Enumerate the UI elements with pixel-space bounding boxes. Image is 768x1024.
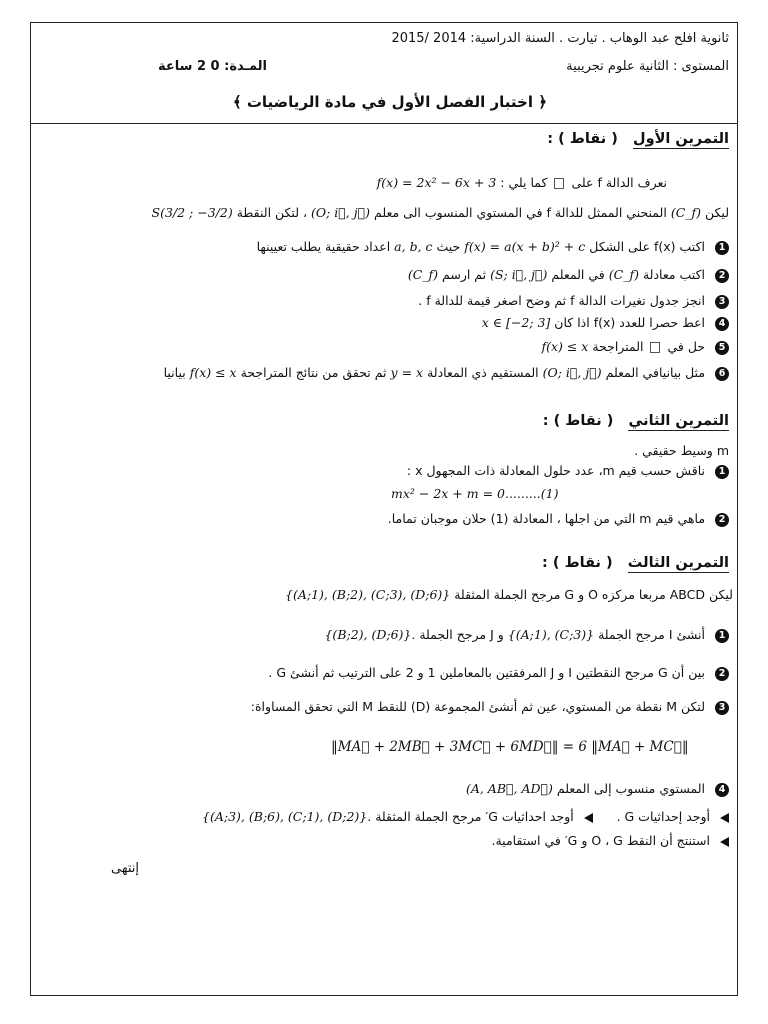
ex3-sub-item-2-text: استنتج أن النقط O ، G و G′ في استقامية. bbox=[491, 833, 711, 848]
exam-page bbox=[30, 22, 738, 996]
ex1-item-1-math: f(x) = a(x + b)² + c bbox=[464, 239, 586, 254]
exercise-3-points: ( نقاط ) : bbox=[542, 555, 613, 571]
ex1-item-5-math: f(x) ≤ x bbox=[541, 339, 589, 354]
arrow-bullet-icon bbox=[720, 837, 729, 847]
ex1-item-2-text: اكتب معادلة bbox=[642, 267, 706, 282]
exercise-2-title: التمرين الثاني bbox=[628, 413, 729, 429]
ex1-line2-text2: المنحني الممثل للدالة f في المستوي المنسوب الى معلم bbox=[374, 205, 667, 220]
ex1-item-1-text: اكتب f(x) على الشكل bbox=[589, 239, 706, 254]
ex3-item-1-math2: {(B;2), (D;6)}. bbox=[324, 627, 416, 642]
item-number-badge: 4 bbox=[715, 783, 729, 797]
ex1-item-2-math: (C_f) bbox=[608, 267, 639, 282]
level-label: المستوى : الثانية علوم تجريبية bbox=[566, 59, 729, 74]
item-number-badge: 1 bbox=[715, 629, 729, 643]
ex1-item-5-text2: المتراجحة bbox=[592, 339, 644, 354]
ex3-intro-text: ليكن ABCD مربعا مركزه O و G مرجح الجملة المثقلة bbox=[454, 587, 733, 602]
ex1-item-6 bbox=[164, 365, 729, 381]
ex3-item-2-text: بين أن G مرجح النقطتين I و J المرفقتين بالمعاملين 1 و 2 على الترتيب ثم أنشئ G . bbox=[268, 665, 706, 680]
ex1-item-3 bbox=[418, 293, 729, 309]
ex3-intro bbox=[285, 587, 733, 602]
item-number-badge: 1 bbox=[715, 241, 729, 255]
real-numbers-symbol bbox=[554, 178, 564, 189]
ex1-line2 bbox=[152, 205, 729, 220]
item-number-badge: 3 bbox=[715, 701, 729, 715]
item-number-badge: 2 bbox=[715, 513, 729, 527]
ex1-item-1 bbox=[257, 239, 729, 255]
ex1-item-5-text: حل في bbox=[667, 339, 706, 354]
end-label: إنتهى bbox=[111, 861, 139, 876]
ex3-item-1-math: {(A;1), (C;3)} bbox=[507, 627, 595, 642]
ex2-item-2 bbox=[388, 511, 729, 527]
exercise-1-heading bbox=[547, 131, 729, 147]
ex1-item-6-text2: المستقيم ذي المعادلة bbox=[427, 365, 539, 380]
ex3-sub-item-1-text2: أوجد احداثيات G′ مرجح الجملة المثقلة bbox=[375, 809, 574, 824]
item-number-badge: 3 bbox=[715, 295, 729, 309]
arrow-bullet-icon bbox=[720, 813, 729, 823]
exercise-3-title: التمرين الثالث bbox=[627, 555, 729, 571]
ex3-item-2 bbox=[268, 665, 729, 681]
ex1-item-2-math3: (C_f) bbox=[407, 267, 439, 282]
ex1-line2-text3: ، لتكن النقطة bbox=[236, 205, 308, 220]
ex1-item-1-text3: اعداد حقيقية يطلب تعيينها bbox=[256, 239, 391, 254]
ex1-item-6-text4: بيانيا bbox=[163, 365, 186, 380]
ex1-frame: (O; i⃗, j⃗) bbox=[311, 205, 371, 220]
ex1-item-4-math: x ∈ [−2; 3] bbox=[481, 315, 551, 330]
ex3-vector-equation: ‖MA⃗ + 2MB⃗ + 3MC⃗ + 6MD⃗‖ = 6 ‖MA⃗ + MC⃗‖ bbox=[331, 739, 689, 755]
ex3-sub-item-1-text: أوجد إحداثيات G . bbox=[616, 809, 711, 824]
ex3-item-4-text: المستوي منسوب إلى المعلم bbox=[556, 781, 706, 796]
exercise-2-points: ( نقاط ) : bbox=[542, 413, 614, 429]
arrow-bullet-icon bbox=[584, 813, 593, 823]
ex2-item-2-text: ماهي قيم m التي من اجلها ، المعادلة (1) حلان موجبان تماما. bbox=[387, 511, 706, 526]
ex1-intro-text2: كما يلي : bbox=[500, 175, 548, 190]
ex1-item-5 bbox=[541, 339, 729, 355]
item-number-badge: 5 bbox=[715, 341, 729, 355]
ex1-item-1-math2: a, b, c bbox=[394, 239, 433, 254]
ex3-item-1 bbox=[324, 627, 729, 643]
ex3-item-4 bbox=[466, 781, 729, 797]
ex2-equation: mx² − 2x + m = 0.........(1) bbox=[391, 486, 559, 501]
item-number-badge: 1 bbox=[715, 465, 729, 479]
exam-header bbox=[31, 23, 737, 124]
ex2-parameter: m وسيط حقيقي . bbox=[634, 443, 729, 458]
ex1-item-2-text2: في المعلم bbox=[551, 267, 605, 282]
ex3-item-4-math: (A, AB⃗, AD⃗) bbox=[465, 781, 553, 796]
exercise-2-heading bbox=[543, 413, 729, 429]
ex1-item-3-text: انجز جدول تغيرات الدالة f ثم وضح اصغر قيمة للدالة f . bbox=[418, 293, 706, 308]
ex3-item-1-text2: و J مرجح الجملة bbox=[419, 627, 504, 642]
item-number-badge: 4 bbox=[715, 317, 729, 331]
ex2-item-1-text: ناقش حسب قيم m، عدد حلول المعادلة ذات المجهول x : bbox=[406, 463, 706, 478]
ex1-intro bbox=[377, 175, 667, 190]
exercise-1-title: التمرين الأول bbox=[633, 131, 729, 147]
ex1-item-6-math: (O; i⃗, j⃗) bbox=[542, 365, 602, 380]
ex3-item-3 bbox=[251, 699, 729, 715]
ex3-sub-item-2 bbox=[492, 833, 730, 848]
ex3-item-3-text: لتكن M نقطة من المستوي، عين ثم أنشئ المجموعة (D) للنقط M التي تحقق المساواة: bbox=[250, 699, 706, 714]
duration-label: المـدة: 0 2 ساعة bbox=[158, 59, 267, 74]
ex3-sub-item-1 bbox=[202, 809, 729, 824]
item-number-badge: 2 bbox=[715, 667, 729, 681]
item-number-badge: 2 bbox=[715, 269, 729, 283]
ex1-function-formula: f(x) = 2x² − 6x + 3 bbox=[376, 175, 497, 190]
ex3-sub-item-1-math: {(A;3), (B;6), (C;1), (D;2)}. bbox=[202, 809, 372, 824]
exercise-1-points: ( نقاط ) : bbox=[547, 131, 618, 147]
ex3-item-1-text: أنشئ I مرجح الجملة bbox=[598, 627, 706, 642]
ex1-item-6-text3: ثم تحقق من نتائج المتراجحة bbox=[240, 365, 387, 380]
ex3-weighted-system: {(A;1), (B;2), (C;3), (D;6)} bbox=[285, 587, 451, 602]
ex1-curve-name: (C_f) bbox=[670, 205, 702, 220]
ex1-item-4-text: اعط حصرا للعدد f(x) اذا كان bbox=[554, 315, 706, 330]
ex1-item-6-math2: y = x bbox=[390, 365, 424, 380]
item-number-badge: 6 bbox=[715, 367, 729, 381]
ex2-item-1 bbox=[407, 463, 729, 479]
school-and-year: ثانوية افلح عبد الوهاب . تيارت . السنة الدراسية: 2014 /2015 bbox=[391, 31, 729, 46]
ex1-item-6-math3: f(x) ≤ x bbox=[189, 365, 237, 380]
ex1-intro-text: نعرف الدالة f على bbox=[571, 175, 667, 190]
ex1-point-s: S(3/2 ; −3/2) bbox=[151, 205, 233, 220]
ex1-item-2 bbox=[408, 267, 729, 283]
ex1-item-4 bbox=[482, 315, 729, 331]
ex1-line2-text: ليكن bbox=[705, 205, 729, 220]
real-numbers-symbol bbox=[650, 342, 660, 353]
ex1-item-1-text2: حيث bbox=[436, 239, 461, 254]
ex1-item-6-text: مثل بيانيافي المعلم bbox=[605, 365, 706, 380]
ex1-item-2-text3: ثم ارسم bbox=[442, 267, 487, 282]
exam-title: ﴿ اختبار الفصل الأول في مادة الرياضيات ﴾ bbox=[232, 93, 547, 111]
ex1-item-2-math2: (S; i⃗, j⃗) bbox=[490, 267, 548, 282]
exercise-3-heading bbox=[542, 555, 729, 571]
